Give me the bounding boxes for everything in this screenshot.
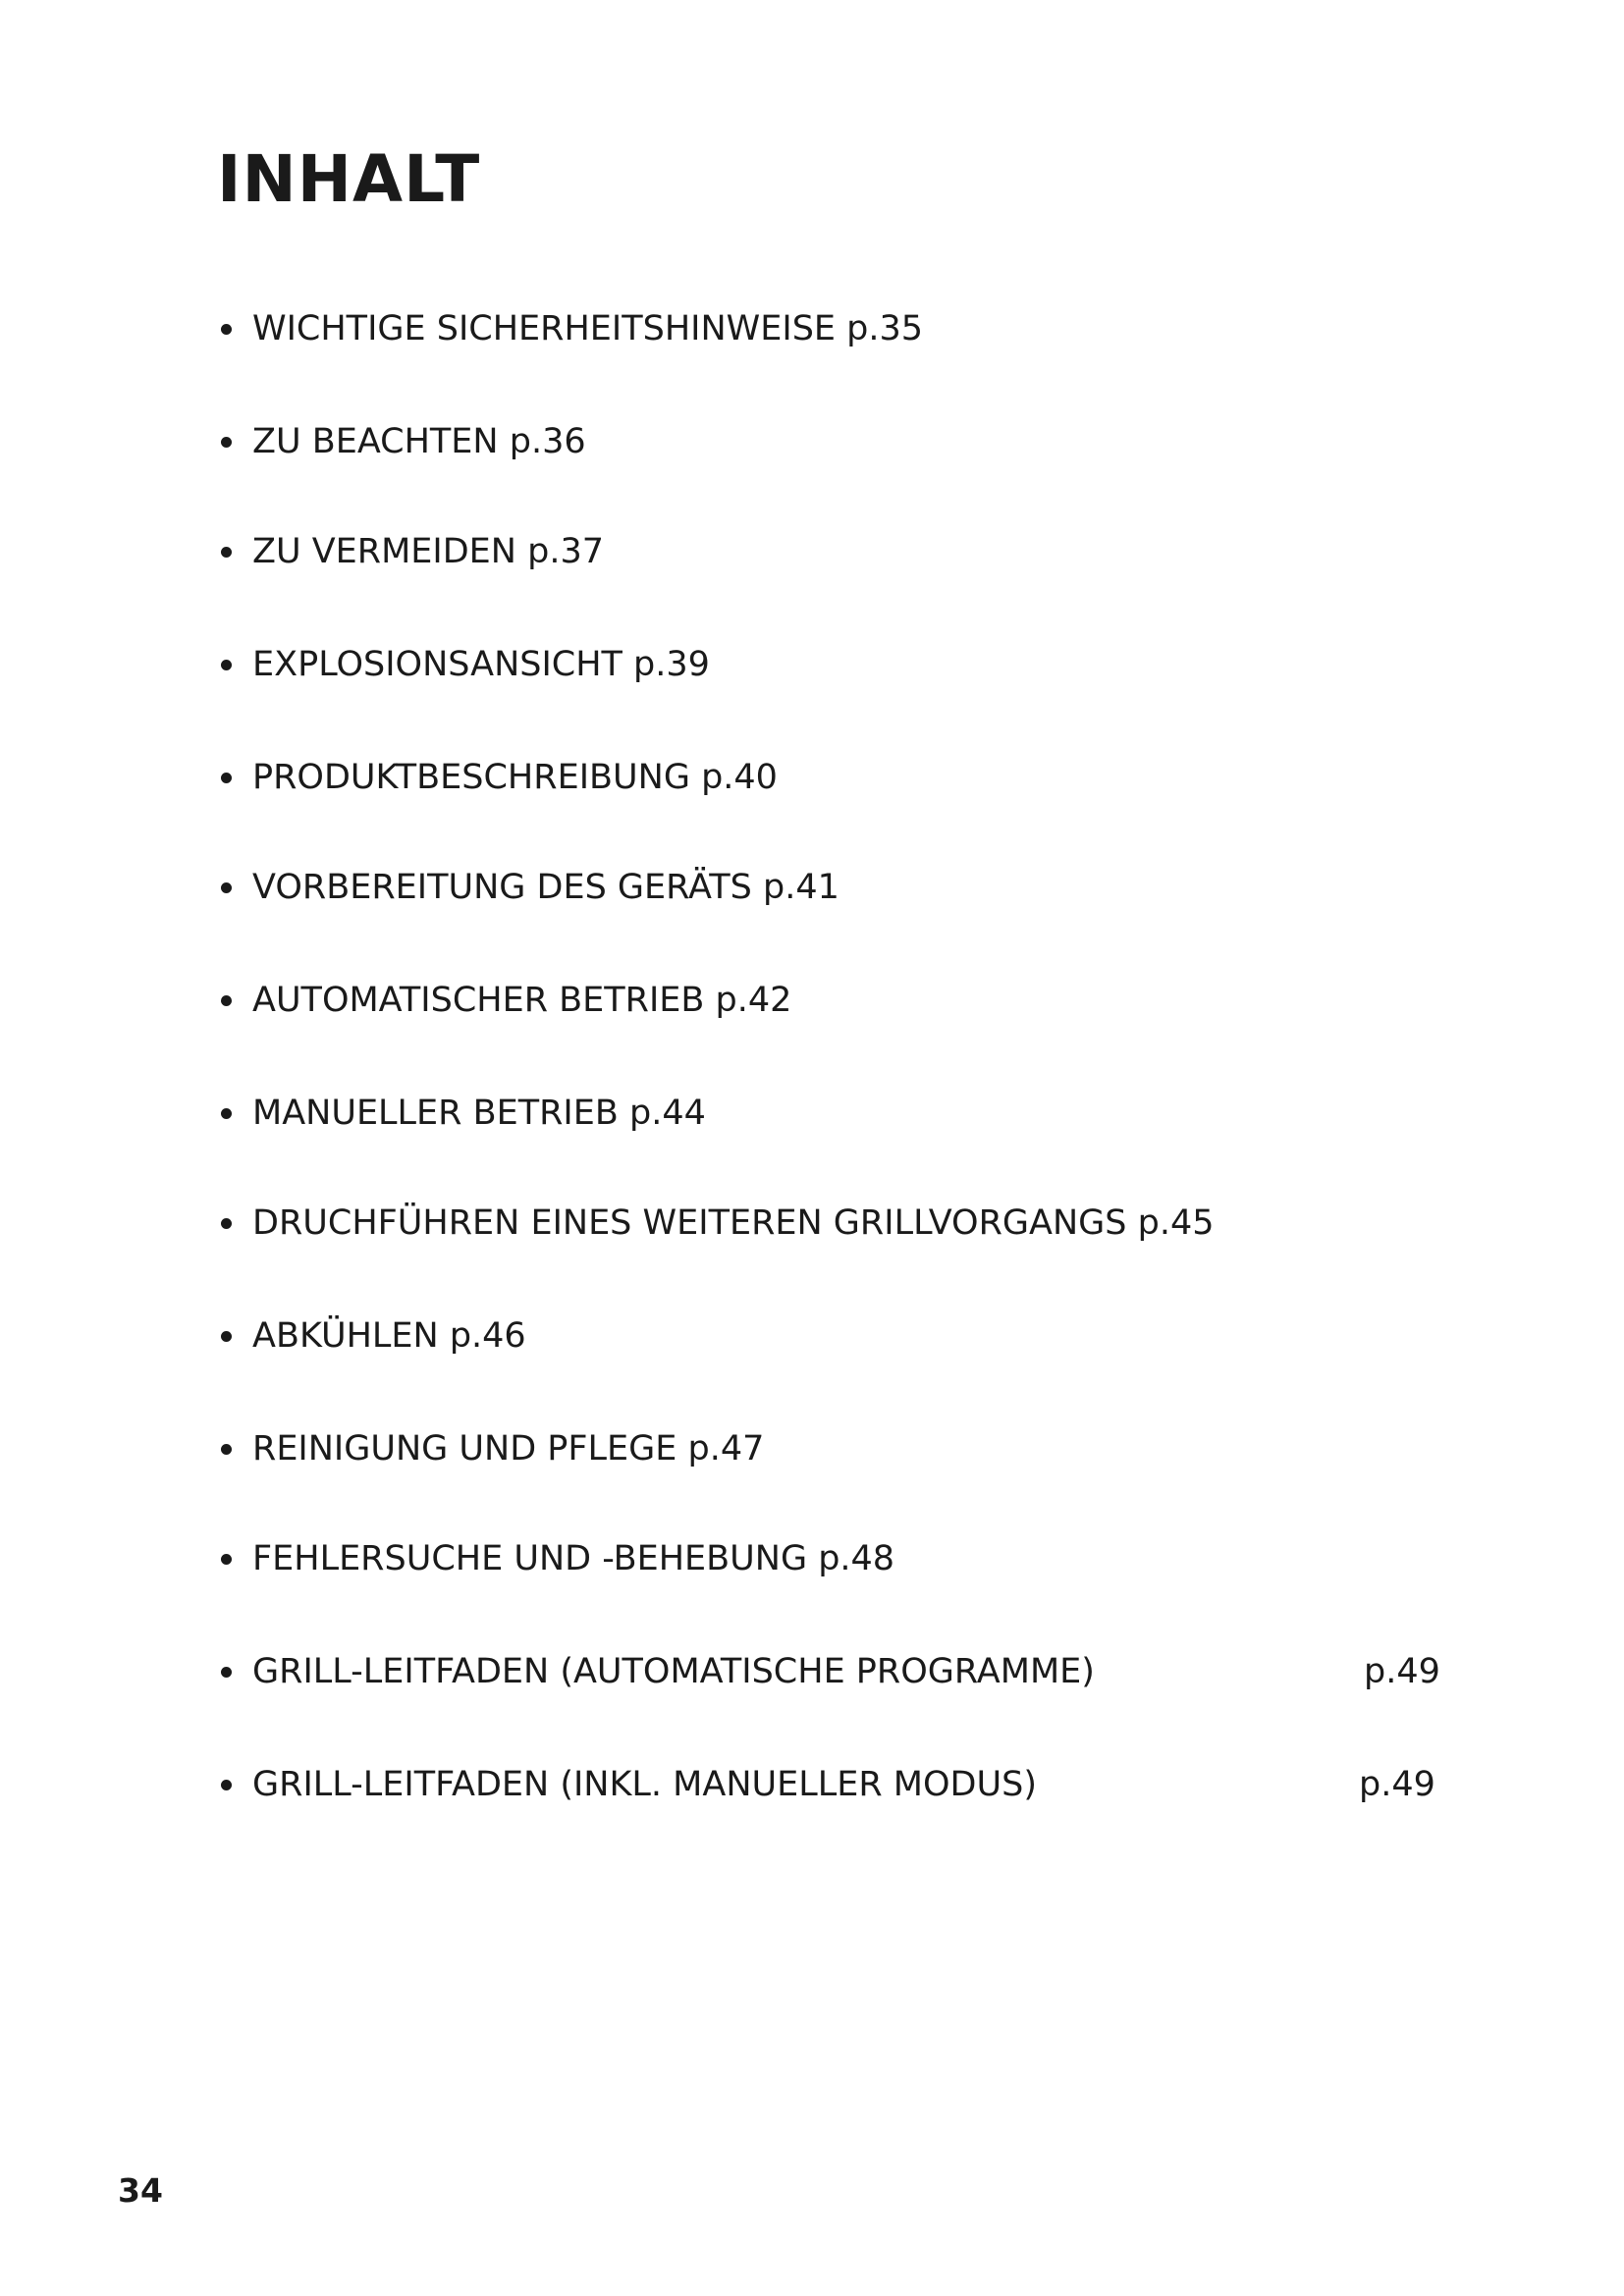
toc-item-label: DRUCHFÜHREN EINES WEITEREN GRILLVORGANGS p.45 [252, 1203, 1215, 1243]
toc-item-label: ZU VERMEIDEN p.37 [252, 532, 604, 571]
toc-item-reinigung[interactable] [217, 1419, 1444, 1478]
toc-item-label: ZU BEACHTEN p.36 [252, 422, 586, 461]
bullet-icon [221, 660, 232, 670]
toc-item-label: EXPLOSIONSANSICHT p.39 [252, 645, 710, 684]
toc-item-vorbereitung[interactable] [217, 858, 1444, 917]
toc-item-label: MANUELLER BETRIEB p.44 [252, 1094, 706, 1133]
bullet-icon [221, 1444, 232, 1455]
bullet-icon [221, 882, 232, 893]
toc-item-zu-vermeiden[interactable] [217, 522, 1444, 581]
toc-item-grill-leitfaden-manuell[interactable] [217, 1755, 1444, 1814]
bullet-icon [221, 324, 232, 335]
toc-item-weiterer-grillvorgang[interactable] [217, 1194, 1444, 1253]
bullet-icon [221, 1554, 232, 1565]
toc-item-label: GRILL-LEITFADEN (INKL. MANUELLER MODUS) [252, 1765, 1037, 1804]
toc-item-label: PRODUKTBESCHREIBUNG p.40 [252, 758, 778, 797]
bullet-icon [221, 1780, 232, 1790]
bullet-icon [221, 773, 232, 783]
toc-item-label: ABKÜHLEN p.46 [252, 1316, 526, 1356]
toc-item-zu-beachten[interactable] [217, 412, 1444, 471]
bullet-icon [221, 1667, 232, 1678]
toc-item-label: GRILL-LEITFADEN (AUTOMATISCHE PROGRAMME) [252, 1652, 1095, 1691]
toc-item-page: p.49 [1359, 1765, 1435, 1804]
toc-item-label: REINIGUNG UND PFLEGE p.47 [252, 1429, 765, 1468]
toc-item-label: FEHLERSUCHE UND -BEHEBUNG p.48 [252, 1539, 895, 1578]
bullet-icon [221, 437, 232, 448]
toc-item-page: p.49 [1364, 1652, 1440, 1691]
toc-item-label: VORBEREITUNG DES GERÄTS p.41 [252, 868, 839, 907]
bullet-icon [221, 1331, 232, 1342]
page-number: 34 [118, 2171, 163, 2210]
bullet-icon [221, 1218, 232, 1229]
bullet-icon [221, 1108, 232, 1119]
toc-item-produktbeschreibung[interactable] [217, 748, 1444, 807]
toc-item-manueller-betrieb[interactable] [217, 1084, 1444, 1143]
toc-item-abkuehlen[interactable] [217, 1307, 1444, 1365]
bullet-icon [221, 547, 232, 558]
toc-item-sicherheitshinweise[interactable] [217, 299, 1444, 358]
toc-item-grill-leitfaden-automatisch[interactable] [217, 1642, 1444, 1701]
toc-item-explosionsansicht[interactable] [217, 635, 1444, 694]
bullet-icon [221, 995, 232, 1006]
toc-item-fehlersuche[interactable] [217, 1529, 1444, 1588]
toc-item-label: WICHTIGE SICHERHEITSHINWEISE p.35 [252, 309, 924, 348]
toc-item-label: AUTOMATISCHER BETRIEB p.42 [252, 981, 792, 1020]
toc-item-automatischer-betrieb[interactable] [217, 971, 1444, 1030]
page-title: INHALT [217, 141, 481, 217]
